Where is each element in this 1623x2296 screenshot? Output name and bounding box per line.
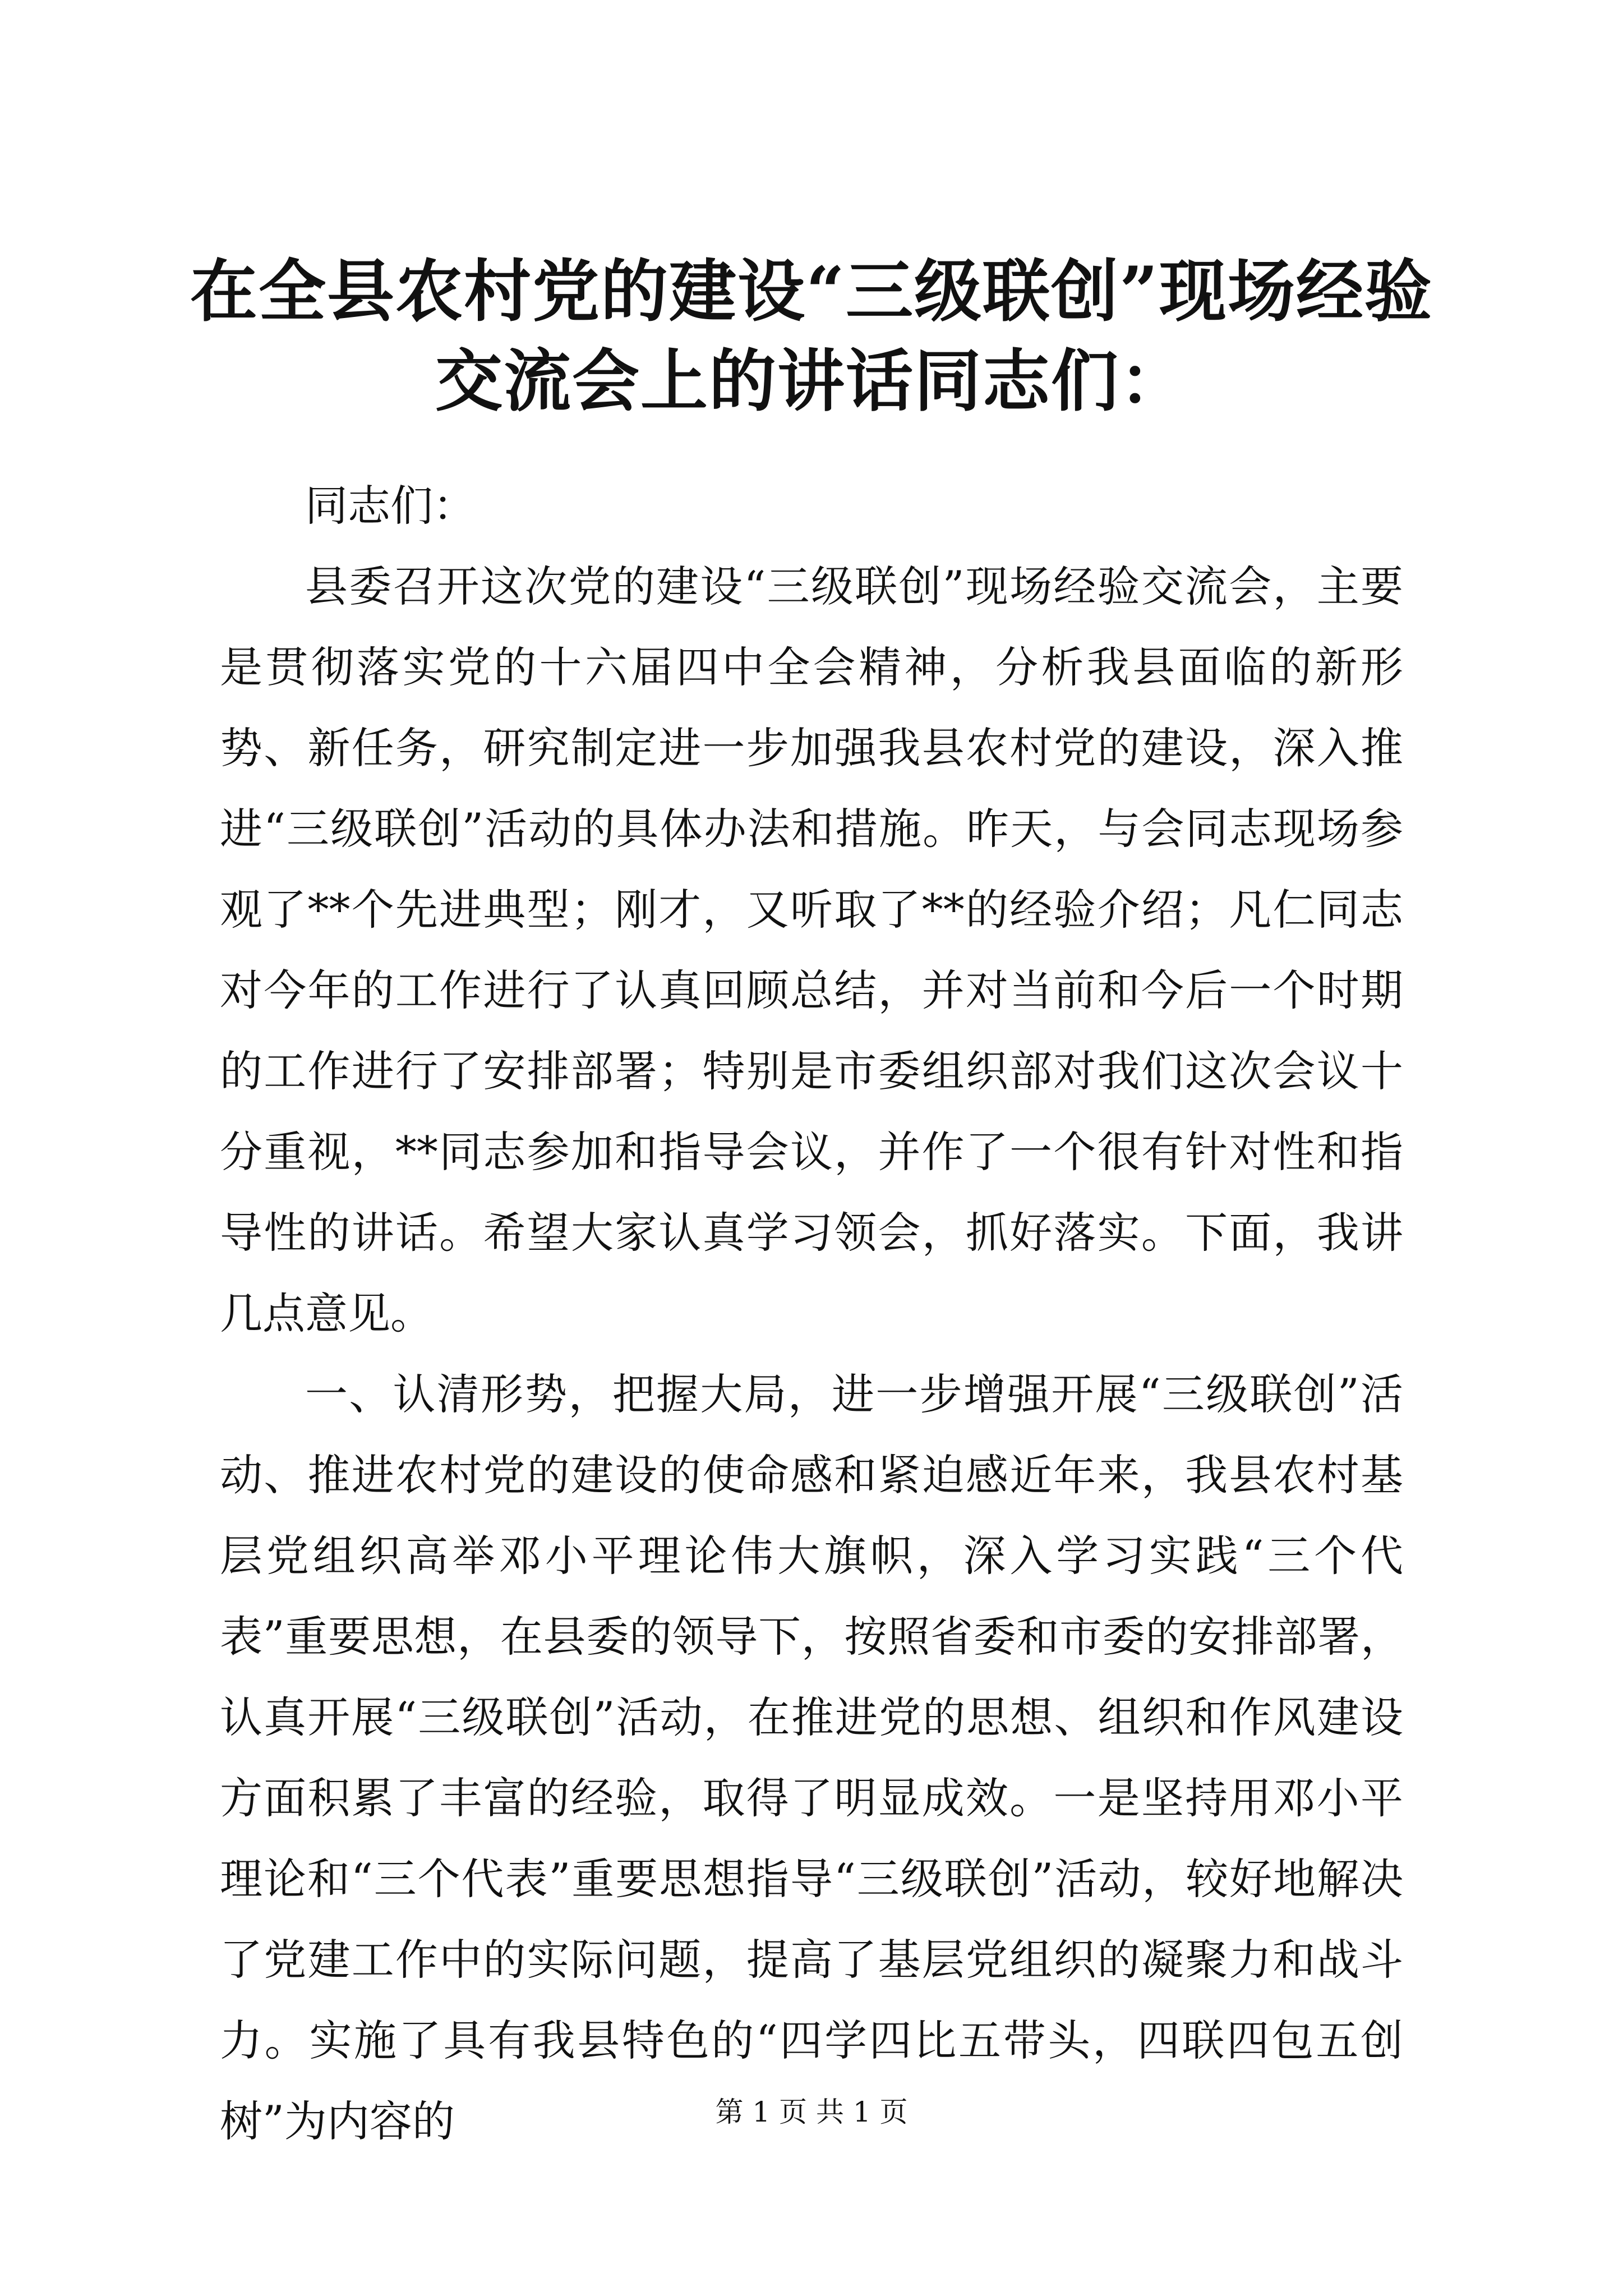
document-title: 在全县农村党的建设“三级联创”现场经验交流会上的讲话同志们： bbox=[190, 252, 1433, 421]
paragraph-introduction: 县委召开这次党的建设“三级联创”现场经验交流会，主要是贯彻落实党的十六届四中全会精神，分析我县面临的新形势、新任务，研究制定进一步加强我县农村党的建设，深入推进“三级联创”活动的具体办法和措施。昨天，与会同志现场参观了**个先进典型；刚才，又听取了**的经验介绍；凡仁同志对今年的工作进行了认真回顾总结，并对当前和今后一个时期的工作进行了安排部署；特别是市委组织部对我们这次会议十分重视，**同志参加和指导会议，并作了一个很有针对性和指导性的讲话。希望大家认真学习领会，抓好落实。下面，我讲几点意见。 bbox=[220, 562, 1403, 1338]
paragraph-salutation: 同志们： bbox=[305, 481, 476, 531]
document-body bbox=[220, 466, 1403, 2162]
page-footer: 第 1 页 共 1 页 bbox=[715, 2096, 908, 2128]
paragraph-section-one: 一、认清形势，把握大局，进一步增强开展“三级联创”活动、推进农村党的建设的使命感和紧迫感近年来，我县农村基层党组织高举邓小平理论伟大旗帜，深入学习实践“三个代表”重要思想，在县委的领导下，按照省委和市委的安排部署，认真开展“三级联创”活动，在推进党的思想、组织和作风建设方面积累了丰富的经验，取得了明显成效。一是坚持用邓小平理论和“三个代表”重要思想指导“三级联创”活动，较好地解决了党建工作中的实际问题，提高了基层党组织的凝聚力和战斗力。实施了具有我县特色的“四学四比五带头，四联四包五创树”为内容的 bbox=[220, 1369, 1403, 2146]
